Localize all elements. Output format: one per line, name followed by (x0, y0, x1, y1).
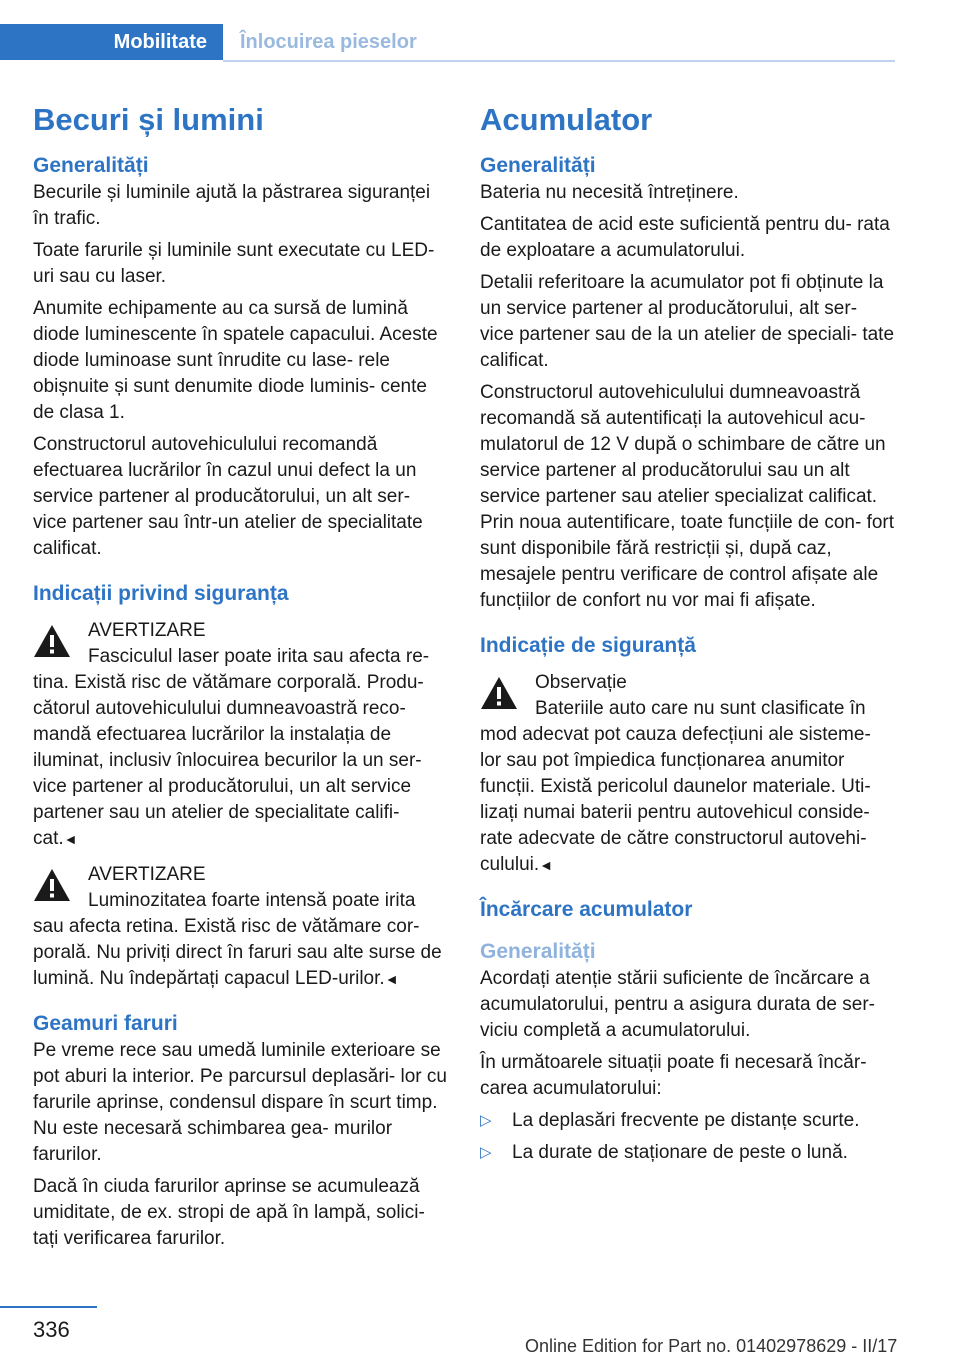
warning-block (33, 618, 448, 852)
paragraph: Pe vreme rece sau umedă luminile exterioare se pot aburi la interior. Pe parcursul deplasări- lor cu farurile aprinse, condensul dispare în scurt timp. Nu este necesară schimbarea gea- murilor farurilor. (33, 1040, 447, 1165)
header-divider (223, 60, 895, 62)
notice-title: Observație (535, 672, 627, 693)
warning-triangle-icon (33, 868, 71, 902)
warning-body: Fasciculul laser poate irita sau afecta re- tina. Există risc de vătămare corporală. Produ- cătorul autovehiculului dumneavoastră reco- mandă efectuarea lucrărilor la instalația de iluminat, inclusiv înlocuirea becurilor la un ser- vice partener al producătorului, un alt service partener sau un atelier de specialitate califi- cat. (33, 646, 430, 849)
paragraph: Anumite echipamente au ca sursă de lumină diode luminescente în spatele capacului. Aceste diode luminoase sunt înrudite cu lase- rele obișnuite și sunt denumite diode luminis- cente de clasa 1. (33, 298, 438, 423)
list-item-text: La deplasări frecvente pe distanțe scurte. (512, 1110, 860, 1131)
chapter-tab: Mobilitate (0, 24, 223, 60)
right-column (480, 98, 896, 1172)
end-marker: ◄ (63, 831, 78, 847)
notice-text (480, 696, 896, 878)
section-tab: Înlocuirea pieselor (240, 31, 417, 53)
page-header (0, 24, 895, 62)
paragraph: Constructorul autovehiculului dumneavoastră recomandă să autentificați la autovehicul acu- mulatorul de 12 V după o schimbare de către un service partener al producătorului sau un alt service partener sau atelier specializat calificat. Prin noua autentificare, toate funcțiile de con- fort sunt disponibile fără restricții și, după caz, mesajele pentru verificare de control afișate ale funcțiilor de confort nu vor mai fi afișate. (480, 382, 895, 611)
page-number: 336 (33, 1317, 70, 1342)
list-item (480, 1108, 896, 1134)
list-item-text: La durate de staționare de peste o lună. (512, 1142, 848, 1163)
edition-footer: Online Edition for Part no. 01402978629 - II/17 (525, 1336, 898, 1356)
warning-title: AVERTIZARE (88, 620, 206, 641)
warning-body: Luminozitatea foarte intensă poate irita sau afecta retina. Există risc de vătămare cor- porală. Nu priviți direct în faruri sau alte surse de lumină. Nu îndepărtați capacul LED-urilor. (33, 890, 442, 989)
battery-safety-heading: Indicație de siguranță (480, 634, 696, 657)
battery-general-heading: Generalități (480, 154, 596, 177)
warning-text (33, 888, 448, 992)
warning-text (33, 644, 448, 852)
end-marker: ◄ (384, 971, 399, 987)
paragraph: Dacă în ciuda farurilor aprinse se acumulează umiditate, de ex. stropi de apă în lampă, solici- tați verificarea farurilor. (33, 1176, 425, 1249)
bulbs-general-heading: Generalități (33, 154, 149, 177)
paragraph: Toate farurile și luminile sunt executate cu LED-uri sau cu laser. (33, 240, 435, 287)
paragraph: În următoarele situații poate fi necesară încăr- carea acumulatorului: (480, 1052, 867, 1099)
charging-situations-list (480, 1108, 896, 1166)
paragraph: Bateria nu necesită întreținere. (480, 182, 739, 203)
charging-general-subheading: Generalități (480, 940, 596, 963)
paragraph: Constructorul autovehiculului recomandă efectuarea lucrărilor în cazul unui defect la un service partener al producătorului, un alt ser- vice partener sau într-un atelier de specialitate calificat. (33, 434, 423, 559)
warning-triangle-icon (33, 624, 71, 658)
left-column (33, 98, 448, 1258)
warning-block (33, 862, 448, 992)
warning-title: AVERTIZARE (88, 864, 206, 885)
triangle-bullet-icon: ▷ (480, 1144, 492, 1161)
battery-title: Acumulator (480, 102, 653, 137)
page-number-rule (0, 1306, 97, 1308)
end-marker: ◄ (539, 857, 554, 873)
notice-block (480, 670, 896, 878)
bulbs-title: Becuri și lumini (33, 102, 264, 137)
paragraph: Acordați atenție stării suficiente de încărcare a acumulatorului, pentru a asigura durata de ser- viciu completă a acumulatorului. (480, 968, 876, 1041)
warning-triangle-icon (480, 676, 518, 710)
paragraph: Becurile și luminile ajută la păstrarea siguranței în trafic. (33, 182, 431, 229)
list-item (480, 1140, 896, 1166)
bulbs-safety-heading: Indicații privind siguranța (33, 582, 289, 605)
charging-heading: Încărcare acumulator (480, 898, 693, 921)
headlight-lens-heading: Geamuri faruri (33, 1012, 178, 1035)
triangle-bullet-icon: ▷ (480, 1112, 492, 1129)
paragraph: Cantitatea de acid este suficientă pentru du- rata de exploatare a acumulatorului. (480, 214, 890, 261)
paragraph: Detalii referitoare la acumulator pot fi obținute la un service partener al producătorului, alt ser- vice partener sau de la un atelier de speciali- tate calificat. (480, 272, 895, 371)
notice-body: Bateriile auto care nu sunt clasificate în mod adecvat pot cauza defecțiuni ale sisteme- lor sau pot împiedica funcționarea anumitor funcții. Există pericolul daunelor materiale. Uti- lizați numai baterii pentru autovehicul conside- rate adecvate de către constructorul autovehi- culului. (480, 698, 871, 875)
